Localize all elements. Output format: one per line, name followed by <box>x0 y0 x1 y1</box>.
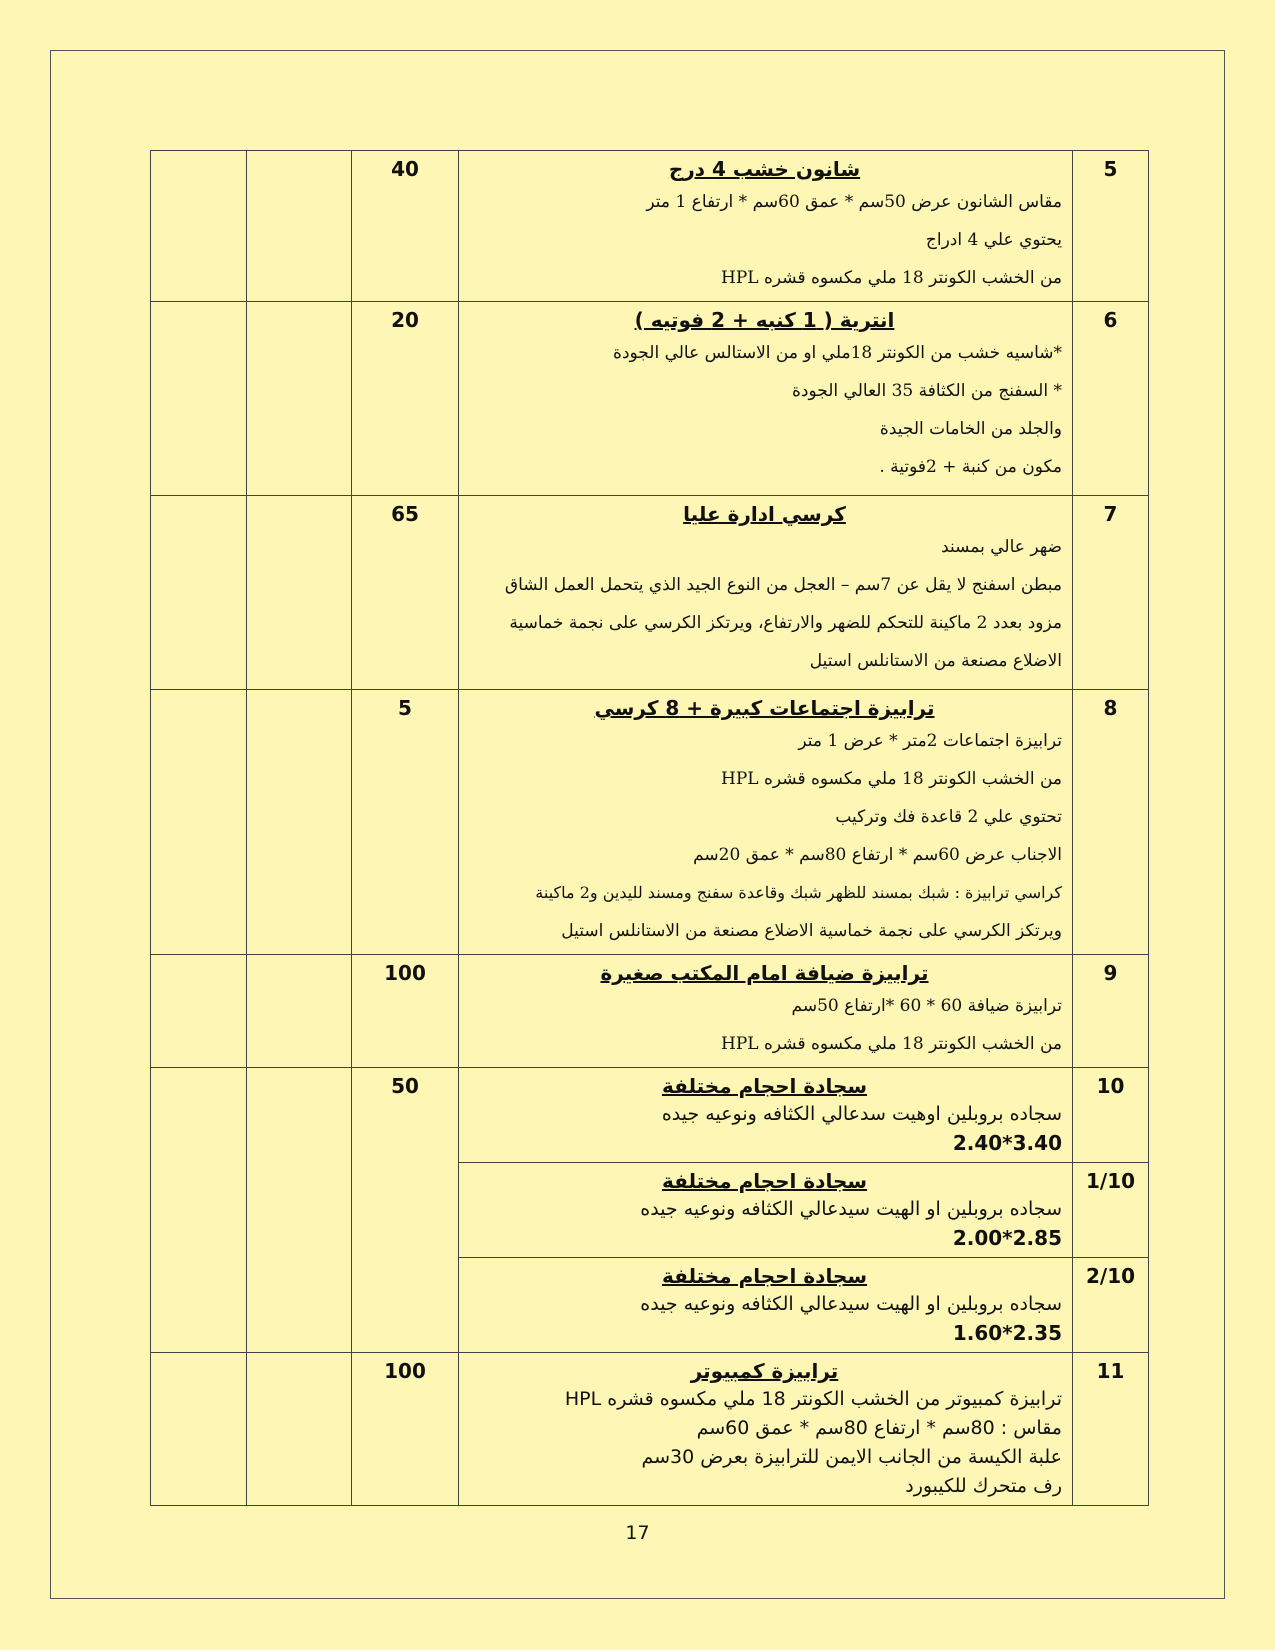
spec-line: والجلد من الخامات الجيدة <box>879 419 1062 439</box>
spec-line: ضهر عالي بمسند <box>941 537 1062 557</box>
spec-line: ترابيزة اجتماعات 2متر * عرض 1 متر <box>798 731 1062 751</box>
empty-cell <box>151 1353 247 1506</box>
spec-line: تحتوي علي 2 قاعدة فك وتركيب <box>835 807 1062 827</box>
item-title: سجادة احجام مختلفة <box>661 1264 868 1288</box>
empty-cell <box>151 1068 247 1353</box>
spec-line: سجاده بروبلين او الهيت سيدعالي الكثافه ونوعيه جيده <box>640 1293 1062 1315</box>
item-quantity: 5 <box>352 690 459 955</box>
table-row <box>151 1068 1149 1163</box>
item-number: 6 <box>1073 302 1149 496</box>
spec-line: يحتوي علي 4 ادراج <box>925 230 1062 250</box>
item-description <box>459 1068 1073 1163</box>
empty-cell <box>247 1353 352 1506</box>
spec-line: رف متحرك للكيبورد <box>905 1475 1062 1497</box>
item-number: 5 <box>1073 151 1149 302</box>
spec-line: ترابيزة ضيافة 60 * 60 *ارتفاع 50سم <box>791 996 1062 1016</box>
item-size: 3.40*2.40 <box>952 1131 1062 1155</box>
item-description <box>459 1258 1073 1353</box>
table-row <box>151 955 1149 1068</box>
spec-line: ويرتكز الكرسي على نجمة خماسية الاضلاع مصنعة من الاستانلس استيل <box>561 921 1062 941</box>
item-title: ترابيزة كمبيوتر <box>690 1359 839 1383</box>
item-title: شانون خشب 4 درج <box>668 157 861 181</box>
empty-cell <box>151 151 247 302</box>
empty-cell <box>247 302 352 496</box>
table-row <box>151 496 1149 690</box>
table-row <box>151 151 1149 302</box>
item-description <box>459 151 1073 302</box>
item-description <box>459 302 1073 496</box>
spec-line: مقاس الشانون عرض 50سم * عمق 60سم * ارتفاع 1 متر <box>646 192 1062 212</box>
item-description <box>459 955 1073 1068</box>
spec-line: * السفنج من الكثافة 35 العالي الجودة <box>792 381 1062 401</box>
item-number: 1/10 <box>1073 1163 1149 1258</box>
item-title: انترية ( 1 كنبه + 2 فوتيه ) <box>634 308 895 332</box>
item-quantity: 50 <box>352 1068 459 1353</box>
spec-line: من الخشب الكونتر 18 ملي مكسوه قشره HPL <box>721 769 1062 789</box>
item-title: سجادة احجام مختلفة <box>661 1074 868 1098</box>
items-table <box>150 150 1149 1506</box>
item-description <box>459 496 1073 690</box>
empty-cell <box>151 955 247 1068</box>
item-quantity: 65 <box>352 496 459 690</box>
empty-cell <box>151 302 247 496</box>
item-quantity: 100 <box>352 955 459 1068</box>
item-title: سجادة احجام مختلفة <box>661 1169 868 1193</box>
item-number: 11 <box>1073 1353 1149 1506</box>
item-number: 8 <box>1073 690 1149 955</box>
empty-cell <box>247 955 352 1068</box>
spec-line: من الخشب الكونتر 18 ملي مكسوه قشره HPL <box>721 1034 1062 1054</box>
item-title: ترابيزة اجتماعات كبيرة + 8 كرسي <box>594 696 935 720</box>
item-quantity: 20 <box>352 302 459 496</box>
page-number: 17 <box>625 1522 650 1544</box>
spec-line: مبطن اسفنج لا يقل عن 7سم – العجل من النوع الجيد الذي يتحمل العمل الشاق <box>504 575 1062 595</box>
empty-cell <box>151 496 247 690</box>
empty-cell <box>247 1068 352 1353</box>
item-number: 2/10 <box>1073 1258 1149 1353</box>
spec-line: سجاده بروبلين او الهيت سيدعالي الكثافه ونوعيه جيده <box>640 1198 1062 1220</box>
spec-line: الاضلاع مصنعة من الاستانلس استيل <box>809 651 1062 671</box>
spec-line: مكون من كنبة + 2فوتية . <box>879 457 1062 477</box>
item-size: 2.35*1.60 <box>952 1321 1062 1345</box>
empty-cell <box>247 496 352 690</box>
item-number: 9 <box>1073 955 1149 1068</box>
spec-line: مقاس : 80سم * ارتفاع 80سم * عمق 60سم <box>696 1417 1062 1439</box>
spec-line: كراسي ترابيزة : شبك بمسند للظهر شبك وقاعدة سفنج ومسند لليدين و2 ماكينة <box>535 883 1062 902</box>
table-row <box>151 1353 1149 1506</box>
table-row <box>151 690 1149 955</box>
spec-line: من الخشب الكونتر 18 ملي مكسوه قشره HPL <box>721 268 1062 288</box>
spec-line: علبة الكيسة من الجانب الايمن للترابيزة بعرض 30سم <box>641 1446 1062 1468</box>
table-row <box>151 302 1149 496</box>
empty-cell <box>247 690 352 955</box>
empty-cell <box>151 690 247 955</box>
spec-line: مزود بعدد 2 ماكينة للتحكم للضهر والارتفاع، ويرتكز الكرسي على نجمة خماسية <box>509 613 1062 633</box>
item-quantity: 40 <box>352 151 459 302</box>
item-number: 7 <box>1073 496 1149 690</box>
item-description <box>459 690 1073 955</box>
empty-cell <box>247 151 352 302</box>
spec-line: سجاده بروبلين اوهيت سدعالي الكثافه ونوعيه جيده <box>661 1103 1062 1125</box>
spec-line: الاجناب عرض 60سم * ارتفاع 80سم * عمق 20سم <box>693 845 1062 865</box>
spec-line: *شاسيه خشب من الكونتر 18ملي او من الاستالس عالي الجودة <box>613 343 1062 363</box>
item-description <box>459 1163 1073 1258</box>
item-quantity: 100 <box>352 1353 459 1506</box>
item-description <box>459 1353 1073 1506</box>
item-number: 10 <box>1073 1068 1149 1163</box>
item-title: كرسي ادارة عليا <box>683 502 846 526</box>
item-size: 2.85*2.00 <box>952 1226 1062 1250</box>
spec-line: ترابيزة كمبيوتر من الخشب الكونتر 18 ملي مكسوه قشره HPL <box>564 1388 1062 1410</box>
item-title: ترابيزة ضيافة امام المكتب صغيرة <box>600 961 929 985</box>
